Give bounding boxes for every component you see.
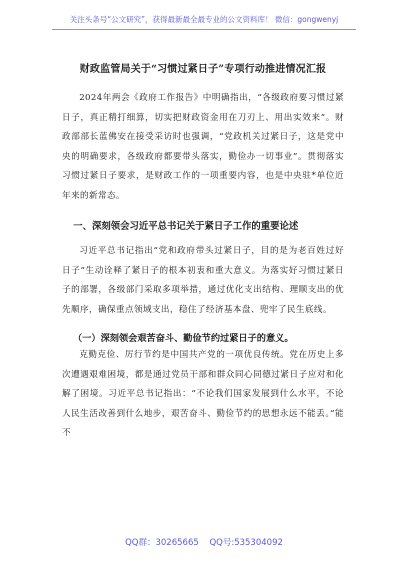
header-divider — [52, 29, 356, 30]
header-note: 关注头条号“公文研究”，获得最新最全最专业的公文资料库！ 微信：gongwenyj — [69, 15, 339, 24]
subsection-1-paragraph: 克勤克俭、厉行节约是中国共产党的一项优良传统。党在历史上多次遭遇艰难困境，都是通过党员干部和群众同心同德过紧日子应对和化解了困境。习近平总书记指出：“不论我们国家发展到什么水平，不论人民生活改善到什么地步，艰苦奋斗、勤俭节约的思想永远不能丢。”能不 — [62, 350, 344, 438]
subsection-1-heading: （一）深刻领会艰苦奋斗、勤俭节约过紧日子的意义。 — [73, 333, 294, 344]
footer-contact — [0, 536, 408, 548]
intro-paragraph: 2024年两会《政府工作报告》中明确指出，“各级政府要习惯过紧日子，真正精打细算，切实把财政资金用在刀刃上、用出实效来”。财政部部长蓝佛安在接受采访时也强调，“党政机关过紧日子，这是党中央的明确要求，各级政府都要带头落实，勤俭办一切事业”。贯彻落实习惯过紧日子要求，是财政工作的一项重要内容，也是中央驻*单位近年来的新常态。 — [62, 93, 344, 201]
section-1-paragraph: 习近平总书记指出“党和政府带头过紧日子，目的是为老百姓过好日子”生动诠释了紧日子的根本初衷和重大意义。为落实好习惯过紧日子的部署，各级部门采取多项举措，通过优化支出结构、理顺支出的优先顺序，确保重点领域支出，稳住了经济基本盘、兜牢了民生底线。 — [62, 246, 344, 315]
document-title: 财政监管局关于“习惯过紧日子”专项行动推进情况汇报 — [79, 64, 327, 75]
section-1-heading: 一、深刻领会习近平总书记关于紧日子工作的重要论述 — [73, 221, 299, 232]
document-body — [62, 60, 344, 444]
qq-number: QQ号:535304092 — [209, 538, 283, 548]
qq-group-number: QQ群：30265665 — [125, 538, 199, 548]
